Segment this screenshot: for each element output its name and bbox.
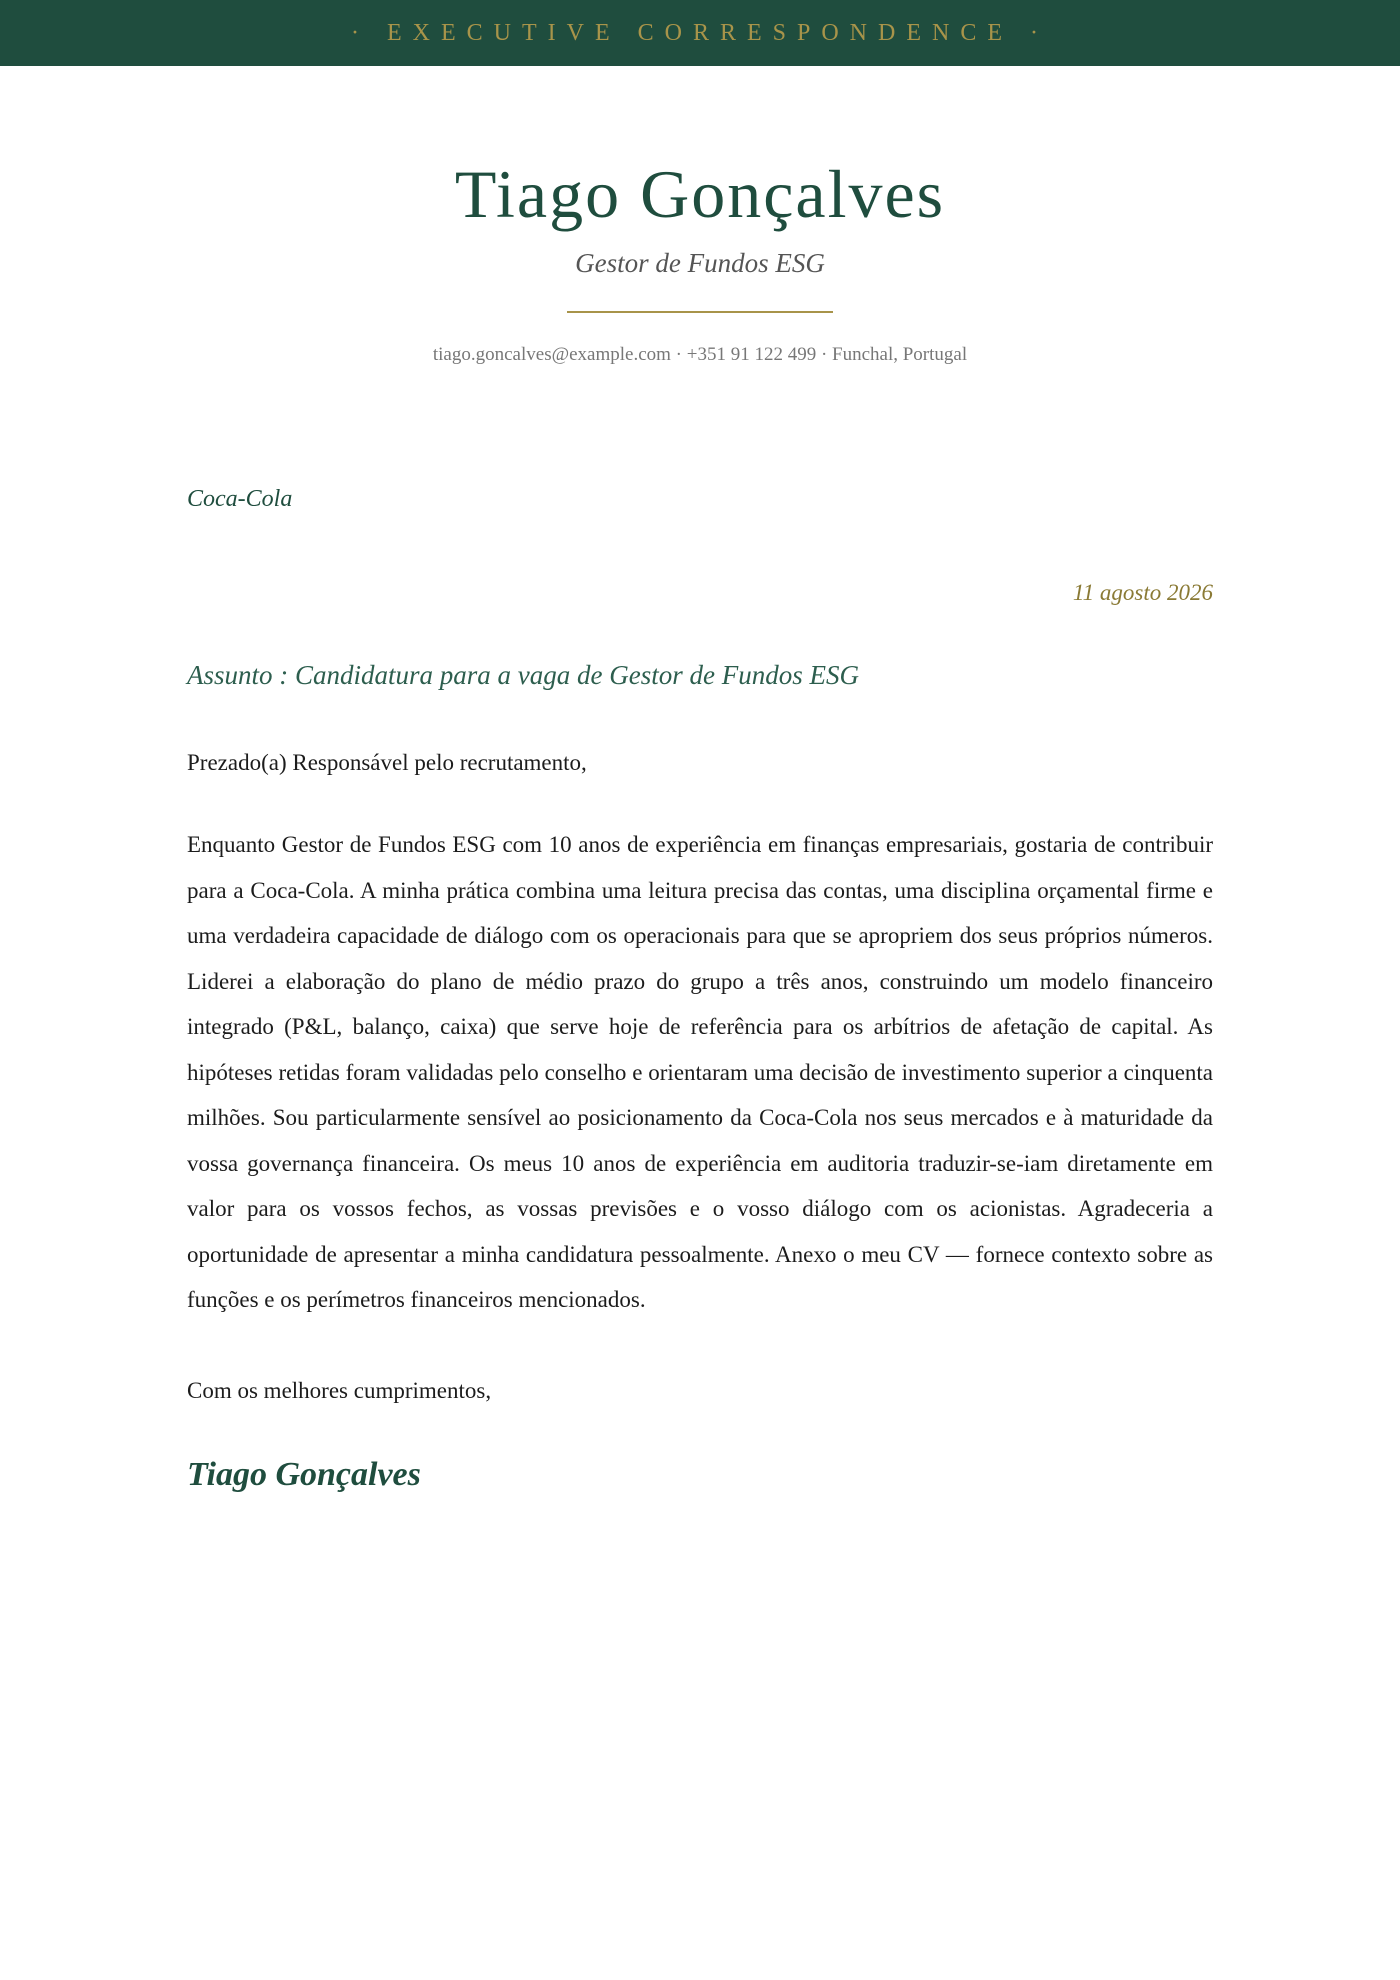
header-divider — [567, 311, 833, 313]
signature: Tiago Gonçalves — [187, 1456, 421, 1493]
sender-role: Gestor de Fundos ESG — [575, 248, 825, 278]
letter-body: Enquanto Gestor de Fundos ESG com 10 anos de experiência em finanças empresariais, gostaria de contribuir para a Coca-Cola. A minha prática combina uma leitura precisa das contas, uma disciplina orçamental firme e uma verdadeira capacidade de diálogo com os operacionais para que se apropriem dos seus próprios números. Liderei a elaboração do plano de médio prazo do grupo a três anos, construindo um modelo financeiro integrado (P&L, balanço, caixa) que serve hoje de referência para os arbítrios de afetação de capital. As hipóteses retidas foram validadas pelo conselho e orientaram uma decisão de investimento superior a cinquenta milhões. Sou particularmente sensível ao posicionamento da Coca-Cola nos seus mercados e à maturidade da vossa governança financeira. Os meus 10 anos de experiência em auditoria traduzir-se-iam diretamente em valor para os vossos fechos, as vossas previsões e o vosso diálogo com os acionistas. Agradeceria a oportunidade de apresentar a minha candidatura pessoalmente. Anexo o meu CV — fornece contexto sobre as funções e os perímetros financeiros mencionados. — [187, 832, 1213, 1312]
closing: Com os melhores cumprimentos, — [187, 1378, 492, 1403]
contact-line: tiago.goncalves@example.com · +351 91 122 499 · Funchal, Portugal — [432, 344, 968, 365]
recipient-name: Coca-Cola — [187, 486, 293, 512]
letterhead — [0, 156, 1400, 365]
letter-subject: Assunto : Candidatura para a vaga de Gestor de Fundos ESG — [187, 660, 859, 690]
banner-text: · EXECUTIVE CORRESPONDENCE · — [351, 19, 1049, 46]
salutation: Prezado(a) Responsável pelo recrutamento, — [187, 750, 587, 775]
sender-name: Tiago Gonçalves — [454, 156, 946, 232]
letter-date: 11 agosto 2026 — [1072, 580, 1213, 605]
header-banner — [0, 0, 1400, 66]
